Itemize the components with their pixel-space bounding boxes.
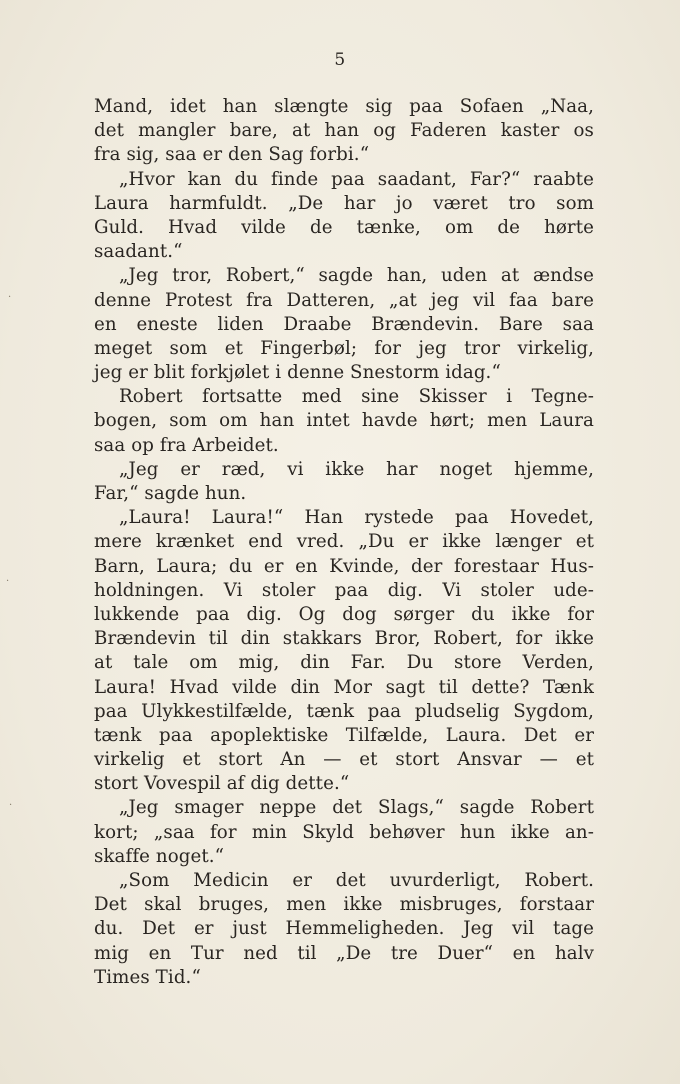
paragraph bbox=[94, 458, 594, 506]
text-line: Laura harmfuldt. „De har jo været tro som bbox=[94, 192, 594, 214]
text-line: mere krænket end vred. „Du er ikke længer et bbox=[94, 531, 594, 553]
text-line: du. Det er just Hemmeligheden. Jeg vil tage bbox=[94, 918, 594, 940]
paragraph bbox=[94, 95, 594, 168]
margin-speck: · bbox=[8, 292, 12, 303]
text-line: paa Ulykkestilfælde, tænk paa pludselig Sygdom, bbox=[94, 700, 594, 722]
text-line: „Som Medicin er det uvurderligt, Robert. bbox=[119, 870, 594, 891]
text-line: Robert fortsatte med sine Skisser i Tegne- bbox=[119, 386, 594, 408]
text-line: Det skal bruges, men ikke misbruges, forstaar bbox=[94, 894, 594, 916]
text-line: saa op fra Arbeidet. bbox=[94, 434, 279, 456]
text-line: fra sig, saa er den Sag forbi.“ bbox=[94, 144, 370, 166]
text-line: „Jeg er ræd, vi ikke har noget hjemme, bbox=[119, 458, 594, 480]
margin-speck: · bbox=[6, 576, 10, 587]
text-line: lukkende paa dig. Og dog sørger du ikke for bbox=[94, 603, 594, 625]
page-number: 5 bbox=[334, 50, 346, 70]
paragraph bbox=[94, 796, 594, 869]
paragraph bbox=[94, 869, 594, 990]
text-line: Barn, Laura; du er en Kvinde, der forestaar Hus- bbox=[94, 555, 594, 577]
text-line: stort Vovespil af dig dette.“ bbox=[94, 773, 350, 795]
text-line: kort; „saa for min Skyld behøver hun ikke an- bbox=[94, 821, 594, 843]
text-line: Laura! Hvad vilde din Mor sagt til dette? Tænk bbox=[94, 676, 594, 698]
text-line: Guld. Hvad vilde de tænke, om de hørte bbox=[94, 216, 594, 238]
text-line: Times Tid.“ bbox=[94, 966, 201, 988]
text-line: en eneste liden Draabe Brændevin. Bare saa bbox=[94, 313, 594, 335]
text-line: skaffe noget.“ bbox=[94, 845, 225, 867]
margin-speck: · bbox=[9, 800, 13, 811]
text-line: Brændevin til din stakkars Bror, Robert, for ikke bbox=[94, 628, 594, 650]
paragraph bbox=[94, 506, 594, 796]
text-line: „Hvor kan du finde paa saadant, Far?“ raabte bbox=[119, 168, 594, 190]
text-line: tænk paa apoplektiske Tilfælde, Laura. Det er bbox=[94, 724, 594, 746]
paragraph bbox=[94, 385, 594, 458]
text-line: „Jeg smager neppe det Slags,“ sagde Robert bbox=[119, 797, 594, 819]
text-line: det mangler bare, at han og Faderen kaster os bbox=[94, 120, 594, 142]
text-line: holdningen. Vi stoler paa dig. Vi stoler ude- bbox=[94, 579, 594, 601]
text-line: at tale om mig, din Far. Du store Verden, bbox=[94, 652, 594, 674]
text-line: meget som et Fingerbøl; for jeg tror virkelig, bbox=[94, 337, 594, 359]
text-line: denne Protest fra Datteren, „at jeg vil faa bare bbox=[94, 289, 594, 311]
text-line: mig en Tur ned til „De tre Duer“ en halv bbox=[94, 942, 594, 964]
body-text bbox=[94, 95, 594, 990]
text-line: jeg er blit forkjølet i denne Snestorm idag.“ bbox=[94, 362, 501, 384]
text-line: Far,“ sagde hun. bbox=[94, 483, 247, 504]
text-line: „Laura! Laura!“ Han rystede paa Hovedet, bbox=[119, 507, 594, 529]
paragraph bbox=[94, 168, 594, 265]
text-line: bogen, som om han intet havde hørt; men Laura bbox=[94, 410, 594, 432]
text-line: „Jeg tror, Robert,“ sagde han, uden at ændse bbox=[119, 265, 594, 287]
text-line: Mand, idet han slængte sig paa Sofaen „Naa, bbox=[94, 96, 594, 117]
text-line: saadant.“ bbox=[94, 241, 183, 263]
paragraph bbox=[94, 264, 594, 385]
text-line: virkelig et stort An — et stort Ansvar — et bbox=[94, 749, 594, 771]
